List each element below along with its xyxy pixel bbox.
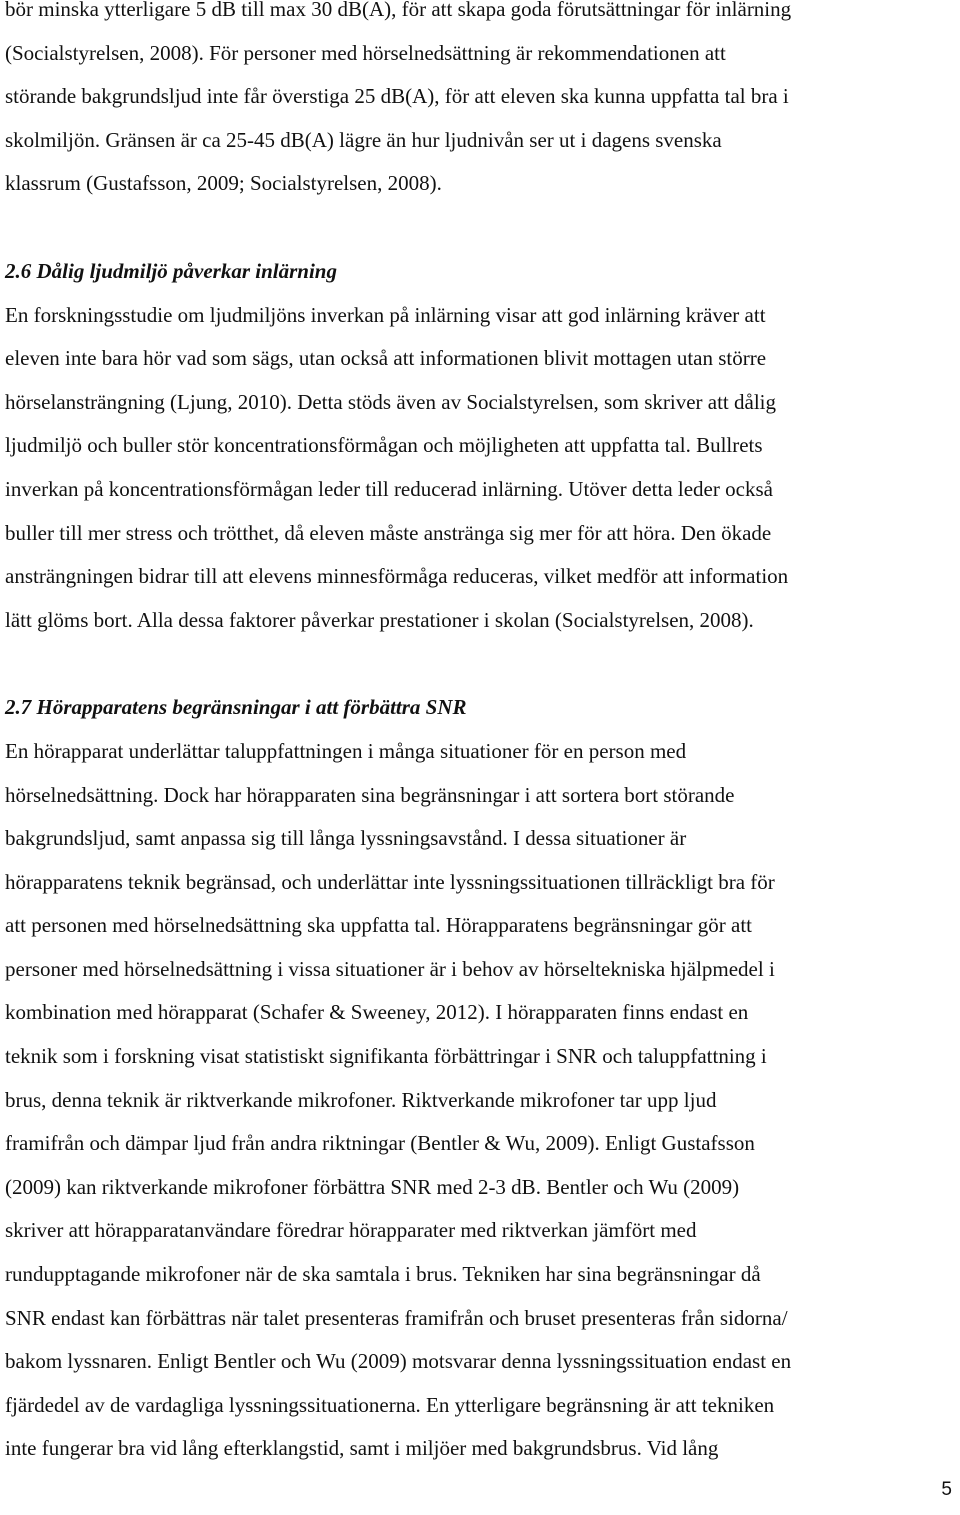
text-line: bakgrundsljud, samt anpassa sig till långa lyssningsavstånd. I dessa situationer är: [5, 826, 687, 851]
text-line: ljudmiljö och buller stör koncentrationsförmågan och möjligheten att uppfatta tal. Bullrets: [5, 433, 763, 458]
text-line: störande bakgrundsljud inte får överstiga 25 dB(A), för att eleven ska kunna uppfatta tal bra i: [5, 84, 789, 109]
text-line: kombination med hörapparat (Schafer & Sweeney, 2012). I hörapparaten finns endast en: [5, 1000, 749, 1025]
section-heading-2-7: 2.7 Hörapparatens begränsningar i att förbättra SNR: [5, 695, 467, 720]
text-line: (Socialstyrelsen, 2008). För personer med hörselnedsättning är rekommendationen att: [5, 40, 726, 65]
text-line: buller till mer stress och trötthet, då eleven måste anstränga sig mer för att höra. Den ökade: [5, 520, 772, 545]
section-2-6-paragraph: [5, 294, 955, 643]
text-line: bakom lyssnaren. Enligt Bentler och Wu (2009) motsvarar denna lyssningssituation endast en: [5, 1349, 792, 1374]
text-line: hörselansträngning (Ljung, 2010). Detta stöds även av Socialstyrelsen, som skriver att dålig: [5, 389, 777, 414]
text-line: bör minska ytterligare 5 dB till max 30 dB(A), för att skapa goda förutsättningar för inlärning: [5, 0, 792, 21]
text-line: ansträngningen bidrar till att elevens minnesförmåga reduceras, vilket medför att information: [5, 564, 789, 589]
section-2-7-paragraph: [5, 730, 955, 1471]
document-page: [5, 0, 955, 1471]
text-line: skolmiljön. Gränsen är ca 25-45 dB(A) lägre än hur ljudnivån ser ut i dagens svenska: [5, 127, 722, 152]
intro-paragraph: [5, 0, 955, 206]
text-line: inverkan på koncentrationsförmågan leder till reducerad inlärning. Utöver detta leder också: [5, 476, 773, 501]
text-line: hörselnedsättning. Dock har hörapparaten sina begränsningar i att sortera bort störande: [5, 782, 735, 807]
text-line: SNR endast kan förbättras när talet presenteras framifrån och bruset presenteras från sidorna/: [5, 1305, 788, 1330]
text-line: inte fungerar bra vid lång efterklangstid, samt i miljöer med bakgrundsbrus. Vid lång: [5, 1436, 719, 1461]
page-number: 5: [941, 1479, 952, 1500]
text-line: lätt glöms bort. Alla dessa faktorer påverkar prestationer i skolan (Socialstyrelsen, 2008).: [5, 607, 754, 632]
text-line: En forskningsstudie om ljudmiljöns inverkan på inlärning visar att god inlärning kräver att: [5, 302, 766, 327]
section-heading-2-6: 2.6 Dålig ljudmiljö påverkar inlärning: [5, 258, 337, 283]
text-line: framifrån och dämpar ljud från andra riktningar (Bentler & Wu, 2009). Enligt Gustafsson: [5, 1131, 755, 1156]
paragraph-spacer: [5, 206, 955, 250]
text-line: att personen med hörselnedsättning ska uppfatta tal. Hörapparatens begränsningar gör att: [5, 913, 753, 938]
paragraph-spacer: [5, 642, 955, 686]
text-line: En hörapparat underlättar taluppfattningen i många situationer för en person med: [5, 738, 687, 763]
text-line: hörapparatens teknik begränsad, och underlättar inte lyssningssituationen tillräckligt bra för: [5, 869, 775, 894]
text-line: personer med hörselnedsättning i vissa situationer är i behov av hörseltekniska hjälpmedel i: [5, 956, 775, 981]
text-line: brus, denna teknik är riktverkande mikrofoner. Riktverkande mikrofoner tar upp ljud: [5, 1087, 717, 1112]
text-line: eleven inte bara hör vad som sägs, utan också att informationen blivit mottagen utan större: [5, 346, 767, 371]
text-line: klassrum (Gustafsson, 2009; Socialstyrelsen, 2008).: [5, 171, 442, 196]
text-line: skriver att hörapparatanvändare föredrar hörapparater med riktverkan jämfört med: [5, 1218, 697, 1243]
text-line: rundupptagande mikrofoner när de ska samtala i brus. Tekniken har sina begränsningar då: [5, 1262, 761, 1287]
text-line: (2009) kan riktverkande mikrofoner förbättra SNR med 2-3 dB. Bentler och Wu (2009): [5, 1174, 740, 1199]
text-line: fjärdedel av de vardagliga lyssningssituationerna. En ytterligare begränsning är att tekniken: [5, 1392, 775, 1417]
text-line: teknik som i forskning visat statistiskt signifikanta förbättringar i SNR och taluppfattning i: [5, 1044, 767, 1069]
